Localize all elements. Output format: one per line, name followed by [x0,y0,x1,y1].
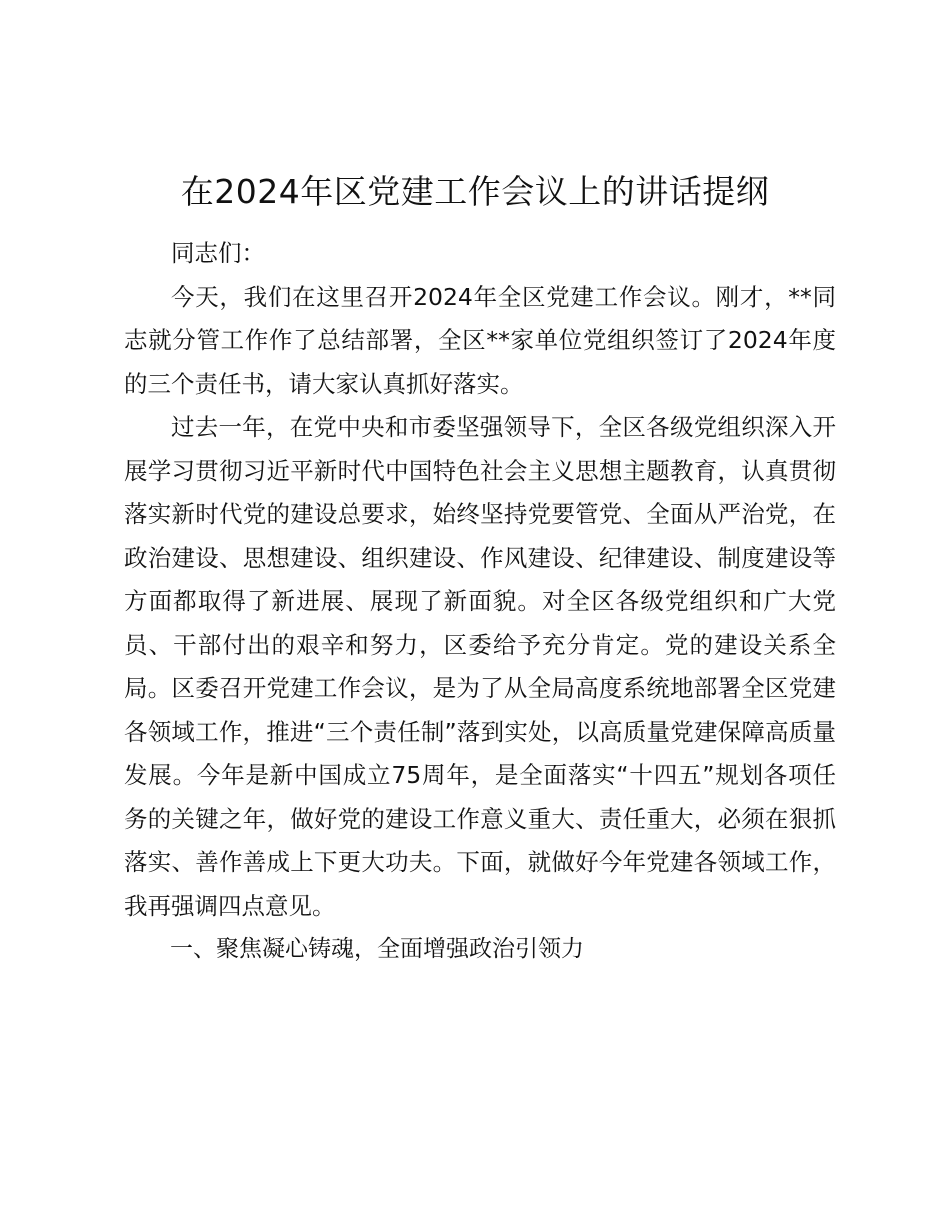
paragraph-opening: 今天，我们在这里召开2024年全区党建工作会议。刚才，**同志就分管工作作了总结部署，全区**家单位党组织签订了2024年度的三个责任书，请大家认真抓好落实。 [124,282,836,398]
document-body [124,232,836,972]
salutation: 同志们： [171,239,265,267]
section-heading: 一、聚焦凝心铸魂，全面增强政治引领力 [170,936,584,962]
paragraph-review: 过去一年，在党中央和市委坚强领导下，全区各级党组织深入开展学习贯彻习近平新时代中国特色社会主义思想主题教育，认真贯彻落实新时代党的建设总要求，始终坚持党要管党、全面从严治党，在政治建设、思想建设、组织建设、作风建设、纪律建设、制度建设等方面都取得了新进展、展现了新面貌。对全区各级党组织和广大党员、干部付出的艰辛和努力，区委给予充分肯定。党的建设关系全局。区委召开党建工作会议，是为了从全局高度系统地部署全区党建各领域工作，推进“三个责任制”落到实处，以高质量党建保障高质量发展。今年是新中国成立75周年，是全面落实“十四五”规划各项任务的关键之年，做好党的建设工作意义重大、责任重大，必须在狠抓落实、善作善成上下更大功夫。下面，就做好今年党建各领域工作，我再强调四点意见。 [124,413,836,920]
document-title: 在2024年区党建工作会议上的讲话提纲 [180,172,770,211]
